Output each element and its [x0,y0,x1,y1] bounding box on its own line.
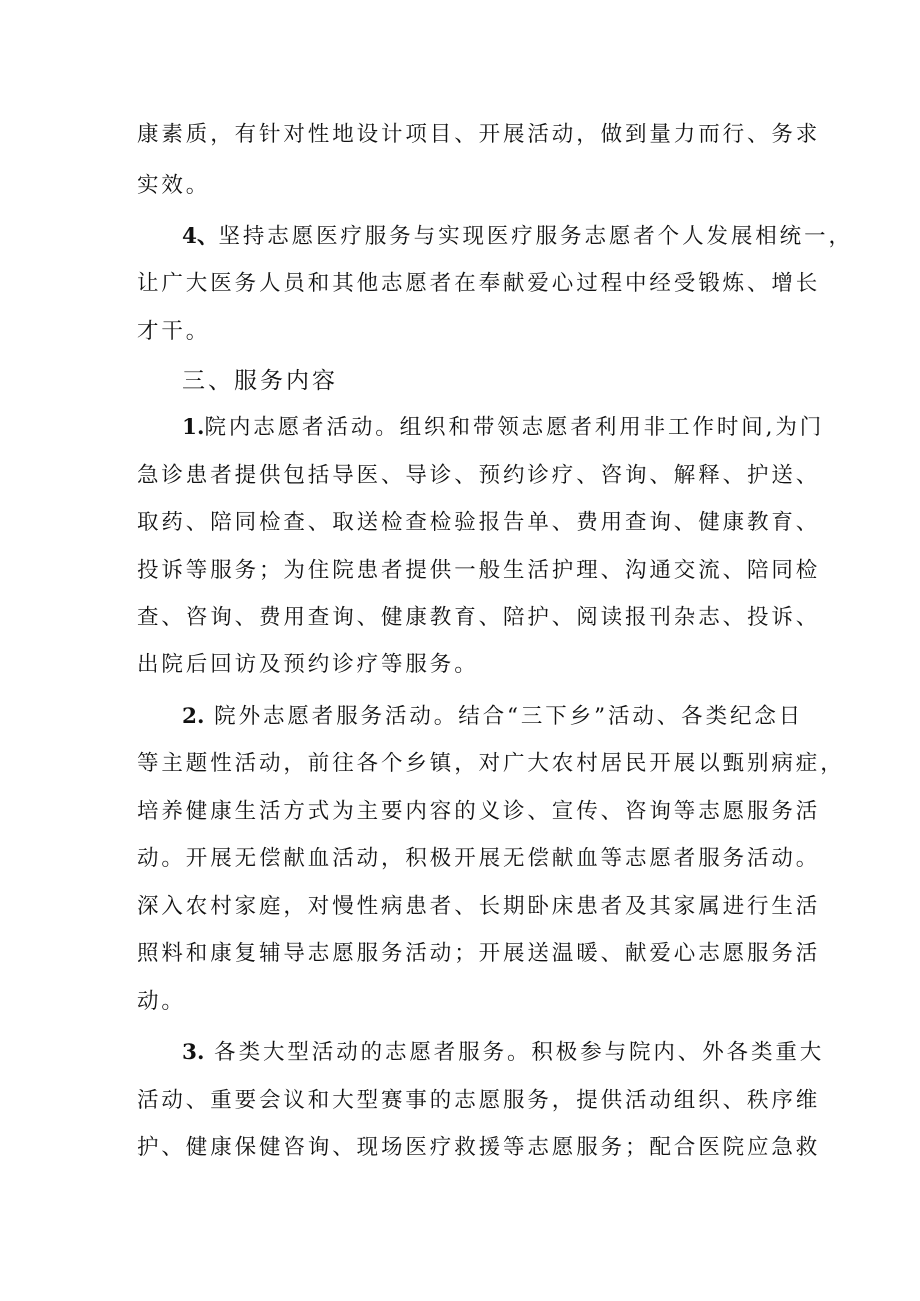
paragraph-line: 取药、陪同检查、取送检查检验报告单、费用查询、健康教育、 [137,510,821,535]
item-number: 3. [182,1040,205,1065]
paragraph-line: 动。开展无偿献血活动，积极开展无偿献血等志愿者服务活动。 [137,846,821,871]
paragraph-line: 急诊患者提供包括导医、导诊、预约诊疗、咨询、解释、护送、 [137,463,821,488]
item-number: 4、 [182,224,219,249]
paragraph-line: 培养健康生活方式为主要内容的义诊、宣传、咨询等志愿服务活 [137,799,821,824]
paragraph-line: 深入农村家庭，对慢性病患者、长期卧床患者及其家属进行生活 [137,894,821,919]
item-text: 院内志愿者活动。组织和带领志愿者利用非工作时间,为门 [204,415,825,440]
paragraph-line: 实效。 [137,173,211,198]
paragraph-line-item-2 [182,700,804,734]
paragraph-line: 活动、重要会议和大型赛事的志愿服务，提供活动组织、秩序维 [137,1088,821,1113]
paragraph-line: 动。 [137,989,186,1014]
paragraph-line: 等主题性活动，前往各个乡镇，对广大农村居民开展以甄别病症， [137,751,845,776]
item-text: 坚持志愿医疗服务与实现医疗服务志愿者个人发展相统一， [218,224,853,249]
paragraph-line: 康素质，有针对性地设计项目、开展活动，做到量力而行、务求 [137,122,821,147]
paragraph-line-item-3 [182,1036,825,1070]
section-heading: 三、服务内容 [182,368,338,394]
paragraph-line-item-4 [182,220,853,254]
paragraph-line: 投诉等服务；为住院患者提供一般生活护理、沟通交流、陪同检 [137,558,821,583]
paragraph-line: 查、咨询、费用查询、健康教育、陪护、阅读报刊杂志、投诉、 [137,605,821,630]
item-text: 院外志愿者服务活动。结合“三下乡”活动、各类纪念日 [204,704,804,729]
paragraph-line: 出院后回访及预约诊疗等服务。 [137,652,479,677]
item-number: 1. [182,415,205,440]
paragraph-line: 护、健康保健咨询、现场医疗救援等志愿服务；配合医院应急救 [137,1135,821,1160]
paragraph-line: 照料和康复辅导志愿服务活动；开展送温暖、献爱心志愿服务活 [137,941,821,966]
paragraph-line: 才干。 [137,319,211,344]
item-text: 各类大型活动的志愿者服务。积极参与院内、外各类重大 [204,1040,825,1065]
paragraph-line: 让广大医务人员和其他志愿者在奉献爱心过程中经受锻炼、增长 [137,271,821,296]
paragraph-line-item-1 [182,411,825,445]
item-number: 2. [182,704,205,729]
